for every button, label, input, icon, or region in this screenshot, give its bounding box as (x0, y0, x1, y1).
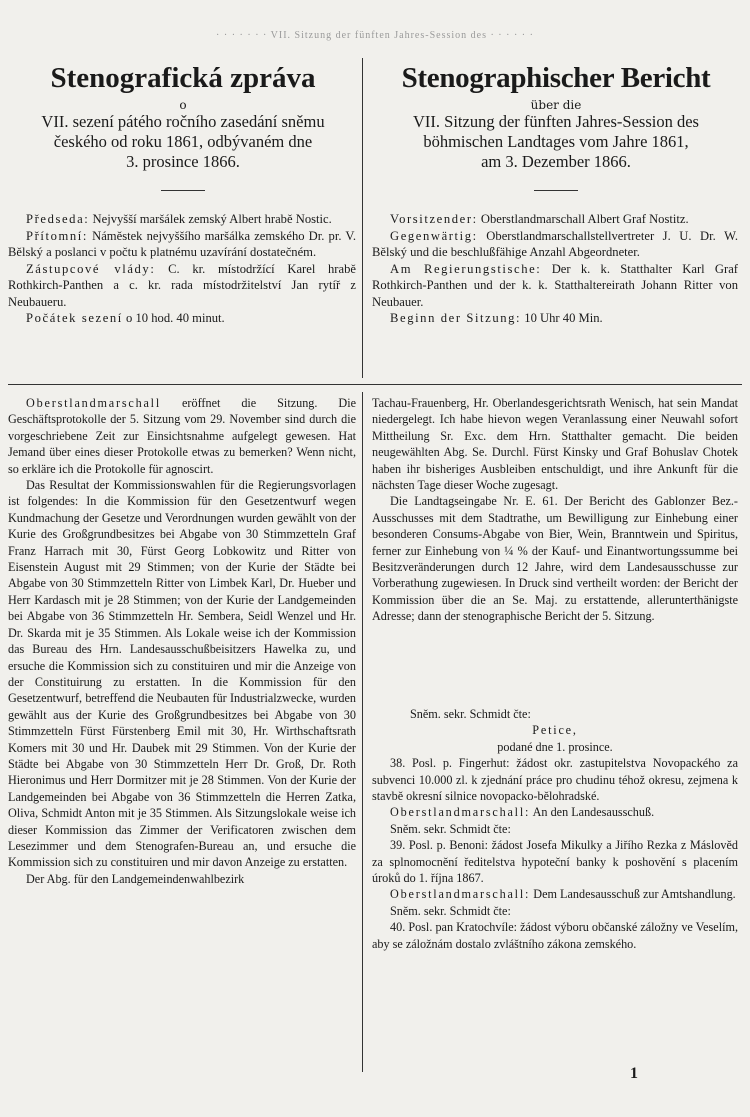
petition-38: 38. Posl. p. Fingerhut: žádost okr. zastupitelstva Novopackého za subvenci 10.000 zl. k zjednání práce pro chudinu téhož okresu, zejmena k stavbě okresní silnice novopacko-bělohradské. (372, 756, 738, 804)
page-number: 1 (630, 1065, 638, 1082)
chair-text: Nejvyšší maršálek zemský Albert hrabě Nostic. (92, 212, 332, 226)
german-header (372, 60, 740, 191)
speaker-label: Oberstlandmarschall: (390, 805, 531, 820)
column-divider-body (362, 392, 363, 1072)
continuation-paragraph: Tachau-Frauenberg, Hr. Oberlandesgerichtsrath Wenisch, hat sein Mandat niedergelegt. Ich habe hievon wegen Veranlassung einer Neuwahl sofort Mittheilung Sr. Exc. dem Hrn. Statthalter gemacht. Die beiden neugewählten Abg. Se. Durchl. Fürst Kinsky und Graf Bohuslav Chotek haben ihr bisheriges Ausbleiben entschuldigt, und ihre Ankunft für die nächsten Tage dieser Woche zugesagt. (372, 396, 738, 493)
secretary-reads-1: Sněm. sekr. Schmidt čte: (410, 707, 531, 721)
present-text: Oberstlandmarschallstellvertreter J. U. Dr. W. Bělský und die beschlußfähige Anzahl Abgeordneter. (372, 228, 738, 259)
label-government: Zástupcové vlády: (26, 261, 156, 276)
german-subtitle-2: böhmischen Landtages vom Jahre 1861, (423, 132, 689, 151)
czech-subtitle-2: českého od roku 1861, odbývaném dne (53, 132, 313, 151)
divider-dash (534, 190, 578, 191)
german-attendance (372, 211, 738, 327)
government-text: C. kr. místodržící Karel hrabě Rothkirch-Panthen a c. kr. rada místodržitelství Jan rytíř z Neubaueru. (8, 261, 356, 309)
petition-40: 40. Posl. pan Kratochvíle: žádost výboru občanské záložny ve Veselím, aby se záložnám dostalo zvláštního zákona zemského. (372, 920, 738, 951)
chair-text: Oberstlandmarschall Albert Graf Nostitz. (480, 212, 689, 226)
label-start: Beginn der Sitzung: (390, 311, 522, 325)
czech-subtitle-1: VII. sezení pátého ročního zasedání sněmu (41, 112, 325, 131)
secretary-reads-2: Sněm. sekr. Schmidt čte: (390, 821, 511, 836)
label-present: Gegenwärtig: (390, 228, 478, 243)
present-text: Náměstek nejvyššího maršálka zemského Dr. pr. V. Bělský a poslanci v počtu k platnému uzavírání dostatečném. (8, 228, 357, 259)
faint-running-header: · · · · · · · VII. Sitzung der fünften Jahres-Session des · · · · · · (216, 30, 534, 41)
czech-attendance (8, 211, 356, 327)
government-text: Der k. k. Statthalter Karl Graf Rothkirch-Panthen und der k. k. Statthaltereirath Johann Ritter von Neubauer. (372, 261, 738, 309)
divider-dash (161, 190, 205, 191)
czech-o: o (179, 98, 187, 112)
petitions-section (372, 706, 738, 952)
label-present: Přítomní: (26, 228, 88, 243)
ruling-38: An den Landesausschuß. (532, 805, 655, 820)
czech-subtitle-3: 3. prosince 1866. (126, 152, 240, 171)
german-subtitle-3: am 3. Dezember 1866. (481, 152, 631, 171)
speaker-label: Oberstlandmarschall: (390, 887, 531, 902)
left-body-column (8, 395, 356, 887)
ruling-39: Dem Landesausschuß zur Amtshandlung. (533, 887, 736, 902)
czech-header (8, 60, 358, 191)
column-divider-top (362, 58, 363, 378)
german-uber: über die (530, 98, 582, 112)
right-body-column (372, 395, 738, 625)
german-title: Stenographischer Bericht (401, 62, 711, 94)
petitions-date: podané dne 1. prosince. (497, 739, 613, 754)
label-government: Am Regierungstische: (390, 261, 542, 276)
label-start: Počátek sezení (26, 311, 123, 325)
petition-report-paragraph: Die Landtagseingabe Nr. E. 61. Der Bericht des Gablonzer Bez.-Ausschusses mit dem Stadtrathe, um Bewilligung zur Einhebung einer besonderen Consums-Abgabe von Bier, Wein, Branntwein und Spiritus, ferner zur Einhebung von ¼ % der Kauf- und Einantwortungssumme bei Besitzveränderungen durch 12 Jahre, wird dem Landesausschusse zur Vorberathung zugewiesen. In Druck sind vertheilt worden: der Bericht der Kommission über die an Se. Maj. zu erstattende, allerunterthänigste Adresse; dann der stenographische Bericht der 5. Sitzung. (372, 494, 738, 624)
czech-title: Stenografická zpráva (50, 62, 316, 94)
section-rule (8, 384, 742, 385)
start-text: o 10 hod. 40 minut. (126, 311, 225, 325)
speaker-label: Oberstlandmarschall (26, 396, 162, 410)
opening-paragraph: eröffnet die Sitzung. Die Geschäftsprotokolle der 5. Sitzung vom 29. November sind durch die vorgeschriebene Zeit zur Einsichtsnahme aufgelegt gewesen. Hat Jemand über eines dieser Protokolle etwas zu bemerken? Wenn nicht, so erkläre ich die Protokolle für agnoscirt. (8, 396, 356, 476)
start-text: 10 Uhr 40 Min. (524, 311, 603, 325)
german-subtitle-1: VII. Sitzung der fünften Jahres-Session des (413, 112, 699, 131)
commission-paragraph: Das Resultat der Kommissionswahlen für die Regierungsvorlagen ist folgendes: In die Kommission für den Gesetzentwurf wegen Kundmachung der Gesetze und Verordnungen wurden gewählt von der Kurie des Großgrundbesitzes bei Abgabe von 30 Stimmzetteln Graf Franz Harrach mit 30, Fürst Georg Lobkowitz und Ritter von Eisenstein August mit 29 Stimmen; von der Kurie der Städte bei Abgabe von 30 Stimmzetteln Ritter von Limbek Karl, Dr. Hueber und Herr Kardasch mit je 28 Stimmen; von der Kurie der Landgemeinden bei Abgabe von 36 Stimmzetteln Hr. Sembera, Seidl Wenzel und Hr. Dr. Skarda mit je 35 Stimmen. Als Lokale weise ich der Kommission das Bureau des Hrn. Landesausschußbeisitzers Hawelka zu, und ersuche die Kommission sich zu constituiren und mir die Anzeige von der Constituirung zu erstatten. In die Kommission für den Gesetzentwurf, betreffend die Neubauten für Industrialzwecke, wurden gewählt aus der Kurie des Großgrundbesitzes bei Abgabe von 30 Stimmzetteln Fürst Fürstenberg Emil mit 30, Hr. Wirthschaftsrath Komers mit 30 und Hr. Daubek mit 29 Stimmen. Von der Kurie der Städte bei Abgabe von 30 Stimmzetteln Herr Dr. Groß, Dr. Roth Hieronimus und Herr Dormitzer mit je 28 Stimmen. Von der Kurie der Landgemeinden bei Abgabe von 36 Stimmzetteln die Herren Zatka, Oliva, Schmidt Anton mit je 35 Stimmen. Als Sitzungslokale weise ich dieser Kommission das Zimmer der Verificatoren zwischen dem Lesezimmer und dem Stenografen-Bureau an, und ersuche die Kommission sich zu constituiren und mir davon Anzeige zu erstatten. (8, 478, 356, 870)
petitions-heading: Petice, (532, 723, 578, 738)
closing-line: Der Abg. für den Landgemeindenwahlbezirk (26, 871, 245, 886)
label-chair: Předseda: (26, 212, 90, 226)
secretary-reads-3: Sněm. sekr. Schmidt čte: (390, 903, 511, 918)
petition-39: 39. Posl. p. Benoni: žádost Josefa Mikulky a Jiřího Rezka z Máslověd za splnomocnění ředitelstva hypoteční banky k poshovění s placením úroků do 1. října 1867. (372, 838, 738, 886)
label-chair: Vorsitzender: (390, 212, 478, 226)
